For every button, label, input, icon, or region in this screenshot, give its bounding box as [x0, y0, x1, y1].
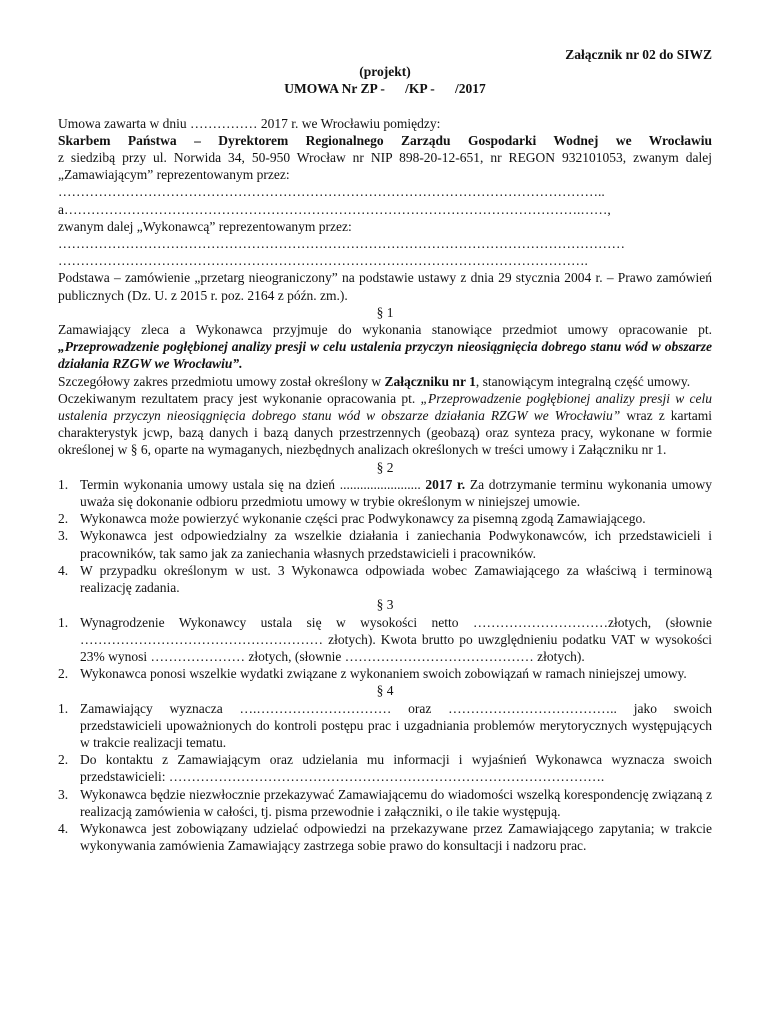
- annex-reference: Załączniku nr 1: [384, 373, 476, 389]
- list-item: 1. Wynagrodzenie Wykonawcy ustala się w wysokości netto …………………………złotych, (słownie ……………………………………………… złotych). Kwota brutto po uwzględnieniu podatku VAT w wysokości 23% wynosi ………………… złotych, (słownie …………………………………… złotych).: [58, 614, 712, 664]
- list-item: 3. Wykonawca będzie niezwłocznie przekazywać Zamawiającemu do wiadomości wszelką korespondencję związaną z realizacją zamówienia w całości, tj. pisma przewodnie i załączniki, o ile takie występują.: [58, 786, 712, 819]
- annex-label: Załącznik nr 02 do SIWZ: [565, 47, 712, 62]
- party2-text: zwanym dalej „Wykonawcą” reprezentowanym przez:: [58, 218, 352, 234]
- project-title-bold: „Przeprowadzenie pogłębionej analizy presji w celu ustalenia przyczyn nieosiągnięcia dobrego stanu wód w obszarze działania RZGW we Wrocławiu”.: [58, 339, 712, 372]
- section-1-heading: § 1: [376, 304, 394, 320]
- list-item: 2. Wykonawca ponosi wszelkie wydatki związane z wykonaniem swoich zobowiązań w ramach niniejszej umowy.: [58, 666, 687, 682]
- section-2-heading: § 2: [376, 459, 394, 475]
- list-item: 4. Wykonawca jest zobowiązany udzielać odpowiedzi na przekazywane przez Zamawiającego zapytania; w trakcie wykonywania zamówienia Zamawiający zastrzega sobie prawo do konsultacji i nadzoru prac.: [58, 820, 712, 854]
- section-4: [58, 682, 712, 854]
- section-1-paragraph-3: Oczekiwanym rezultatem pracy jest wykonanie opracowania pt. „Przeprowadzenie pogłębionej analizy presji w celu ustalenia przyczyn nieosiągnięcia dobrego stanu wód w obszarze działania RZGW we Wrocławiu” wraz z kartami charakterystyk jcwp, bazą danych i bazą danych przestrzennych (geobazą) oraz synteza pracy, wykonane w formie określonej w § 6, oparte na wymaganych, niezbędnych analizach określonych w treści umowy i Załączniku nr 1.: [58, 390, 713, 458]
- legal-basis: Podstawa – zamówienie „przetarg nieograniczony” na podstawie ustawy z dnia 29 stycznia 2004 r. – Prawo zamówień publicznych (Dz. U. z 2015 r. poz. 2164 z późn. zm.).: [58, 270, 712, 303]
- section-4-heading: § 4: [376, 683, 394, 699]
- dots-line-4: ……………………………………………………………………………………………………….: [58, 253, 588, 269]
- dots-line-1: …………………………………………………………………………………………………………..: [58, 184, 605, 200]
- dots-line-2: a…………………………………………………………………………………………………….……,: [58, 201, 611, 217]
- intro-line: Umowa zawarta w dniu …………… 2017 r. we Wrocławiu pomiędzy:: [58, 115, 441, 131]
- intro-section: [58, 115, 712, 304]
- list-item: 4. W przypadku określonym w ust. 3 Wykonawca odpowiada wobec Zamawiającego za właściwą i terminową realizację zadania.: [58, 562, 712, 596]
- section-3: [58, 596, 712, 682]
- section-2: [58, 459, 712, 597]
- list-item: 3. Wykonawca jest odpowiedzialny za wszelkie działania i zaniechania Podwykonawców, ich przedstawicieli i pracowników, tak samo jak za zaniechania własnych przedstawicieli i pracowników.: [58, 528, 712, 561]
- section-1-paragraph-2: Szczegółowy zakres przedmiotu umowy został określony w Załączniku nr 1, stanowiącym integralną część umowy.: [58, 373, 691, 389]
- section-1: [58, 304, 712, 459]
- document-page: [58, 46, 712, 854]
- dots-line-3: ………………………………………………………………………………………………………………: [58, 236, 625, 252]
- section-3-heading: § 3: [376, 597, 394, 613]
- contract-title: UMOWA Nr ZP - /KP - /2017: [284, 81, 486, 97]
- list-item: 1. Termin wykonania umowy ustala się na dzień ........................ 2017 r. Za dotrzymanie terminu wykonania umowy uważa się dokonanie odbioru przedmiotu umowy w trybie określonym w niniejszej umowie.: [58, 476, 712, 510]
- party1-text: z siedzibą przy ul. Norwida 34, 50-950 Wrocław nr NIP 898-20-12-651, nr REGON 932101053, zwanym dalej „Zamawiającym” reprezentowanym przez:: [58, 150, 712, 183]
- section-1-paragraph-1: Zamawiający zleca a Wykonawca przyjmuje do wykonania stanowiące przedmiot umowy opracowanie pt. „Przeprowadzenie pogłębionej analizy presji w celu ustalenia przyczyn nieosiągnięcia dobrego stanu wód w obszarze działania RZGW we Wrocławiu”.: [58, 322, 712, 372]
- list-item: 2. Do kontaktu z Zamawiającym oraz udzielania mu informacji i wyjaśnień Wykonawca wyznacza swoich przedstawicieli: …………………………………………………………………………………….: [58, 752, 712, 785]
- list-item: 1. Zamawiający wyznacza ….………………………… oraz ……………………………….. jako swoich przedstawicieli upoważnionych do kontroli postępu prac i uzgadniania problemów merytorycznych występujących w trakcie realizacji tematu.: [58, 700, 712, 750]
- project-label: (projekt): [359, 64, 411, 80]
- project-title-italic: „Przeprowadzenie pogłębionej analizy presji w celu ustalenia przyczyn nieosiągnięcia dobrego stanu wód w obszarze działania RZGW we Wrocławiu”: [58, 390, 712, 424]
- list-item: 2. Wykonawca może powierzyć wykonanie części prac Podwykonawcy za pisemną zgodą Zamawiającego.: [58, 511, 646, 527]
- party1-name: Skarbem Państwa – Dyrektorem Regionalnego Zarządu Gospodarki Wodnej we Wrocławiu: [58, 132, 712, 148]
